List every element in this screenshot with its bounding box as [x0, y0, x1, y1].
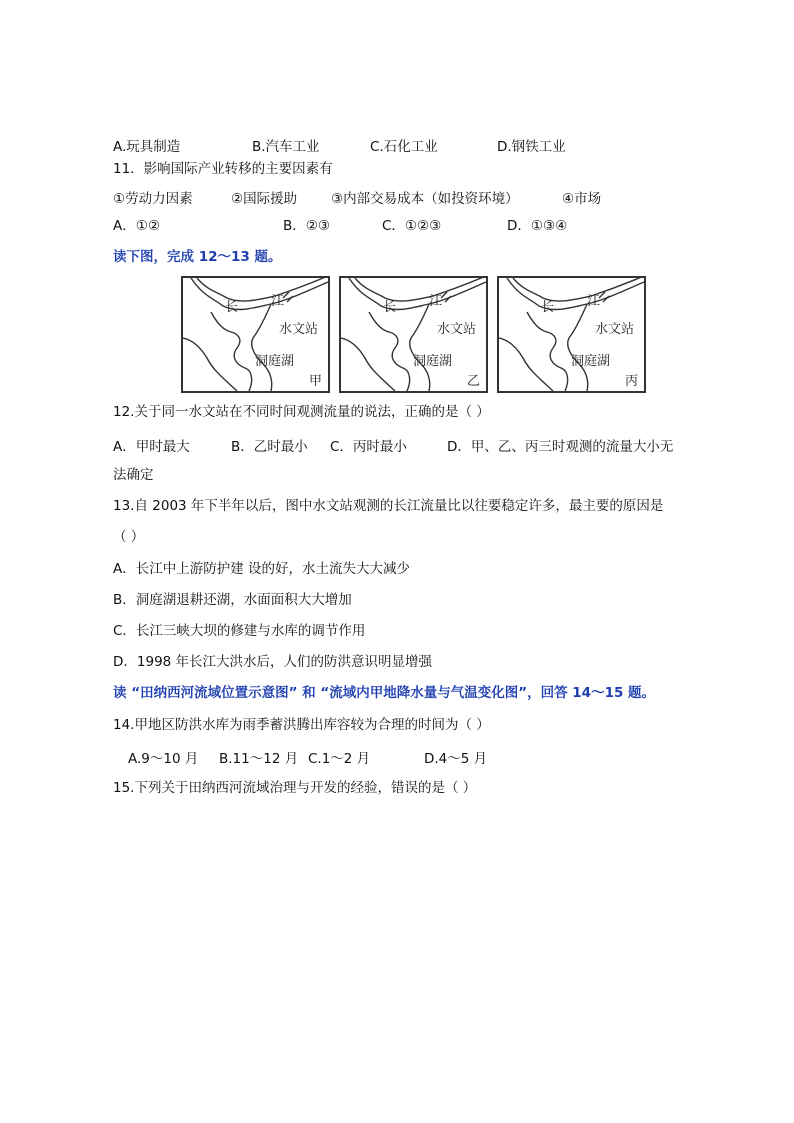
map-label-tag: 丙 [625, 374, 639, 389]
q13-stem: 13.自 2003 年下半年以后，图中水文站观测的长江流量比以往要稳定许多，最主要的原因是 [113, 498, 664, 514]
q14-option-d: D.4～5 月 [424, 751, 488, 767]
q13-answer-paren: （ ） [113, 529, 145, 545]
map-label-tag: 乙 [467, 374, 481, 389]
q13-option-d: D．1998 年长江大洪水后，人们的防洪意识明显增强 [113, 654, 433, 670]
q11-option-b: B．②③ [283, 218, 330, 234]
q11-item-1: ①劳动力因素 [113, 191, 193, 207]
q11-item-2: ②国际援助 [231, 191, 298, 207]
read-map-instruction-1: 读下图，完成 12～13 题。 [113, 249, 282, 265]
q12-option-d: D．甲、乙、丙三时观测的流量大小无 [447, 439, 674, 455]
q14-option-c: C.1～2 月 [308, 751, 371, 767]
q11-option-d: D．①③④ [507, 218, 568, 234]
map-panel-bing [497, 276, 646, 393]
q11-item-4: ④市场 [562, 191, 602, 207]
map-label-chang: 长 [383, 300, 397, 315]
q12-option-b: B．乙时最小 [231, 439, 308, 455]
q12-option-d-continuation: 法确定 [113, 467, 154, 483]
q10-option-b: B.汽车工业 [252, 139, 320, 155]
map-label-lake: 洞庭湖 [413, 354, 453, 369]
q12-stem: 12.关于同一水文站在不同时间观测流量的说法，正确的是（ ） [113, 404, 490, 420]
q12-option-a: A．甲时最大 [113, 439, 190, 455]
map-label-lake: 洞庭湖 [255, 354, 295, 369]
q13-option-a: A．长江中上游防护建 设的好，水土流失大大减少 [113, 561, 411, 577]
map-label-station: 水文站 [279, 322, 319, 337]
q10-option-a: A.玩具制造 [113, 139, 181, 155]
map-label-lake: 洞庭湖 [571, 354, 611, 369]
map-label-jiang: 江 [429, 294, 443, 309]
q10-option-d: D.钢铁工业 [497, 139, 566, 155]
map-panel-yi [339, 276, 488, 393]
q11-option-c: C．①②③ [382, 218, 442, 234]
q12-option-c: C．丙时最小 [330, 439, 407, 455]
q14-option-a: A.9～10 月 [128, 751, 199, 767]
q11-item-3: ③内部交易成本（如投资环境） [331, 191, 519, 207]
read-map-instruction-2: 读 “田纳西河流域位置示意图” 和 “流域内甲地降水量与气温变化图”，回答 14～15 题。 [113, 685, 656, 701]
map-label-jiang: 江 [587, 294, 601, 309]
map-label-jiang: 江 [271, 294, 285, 309]
map-label-chang: 长 [225, 300, 239, 315]
map-label-chang: 长 [541, 300, 555, 315]
q13-option-c: C．长江三峡大坝的修建与水库的调节作用 [113, 623, 366, 639]
map-label-station: 水文站 [595, 322, 635, 337]
q11-stem: 11．影响国际产业转移的主要因素有 [113, 161, 333, 177]
q15-stem: 15.下列关于田纳西河流域治理与开发的经验，错误的是（ ） [113, 780, 477, 796]
q11-option-a: A．①② [113, 218, 160, 234]
q13-option-b: B．洞庭湖退耕还湖，水面面积大大增加 [113, 592, 352, 608]
map-panel-jia [181, 276, 330, 393]
q14-stem: 14.甲地区防洪水库为雨季蓄洪腾出库容较为合理的时间为（ ） [113, 717, 490, 733]
q10-option-c: C.石化工业 [370, 139, 438, 155]
map-label-station: 水文站 [437, 322, 477, 337]
map-label-tag: 甲 [309, 374, 323, 389]
q14-option-b: B.11～12 月 [219, 751, 299, 767]
